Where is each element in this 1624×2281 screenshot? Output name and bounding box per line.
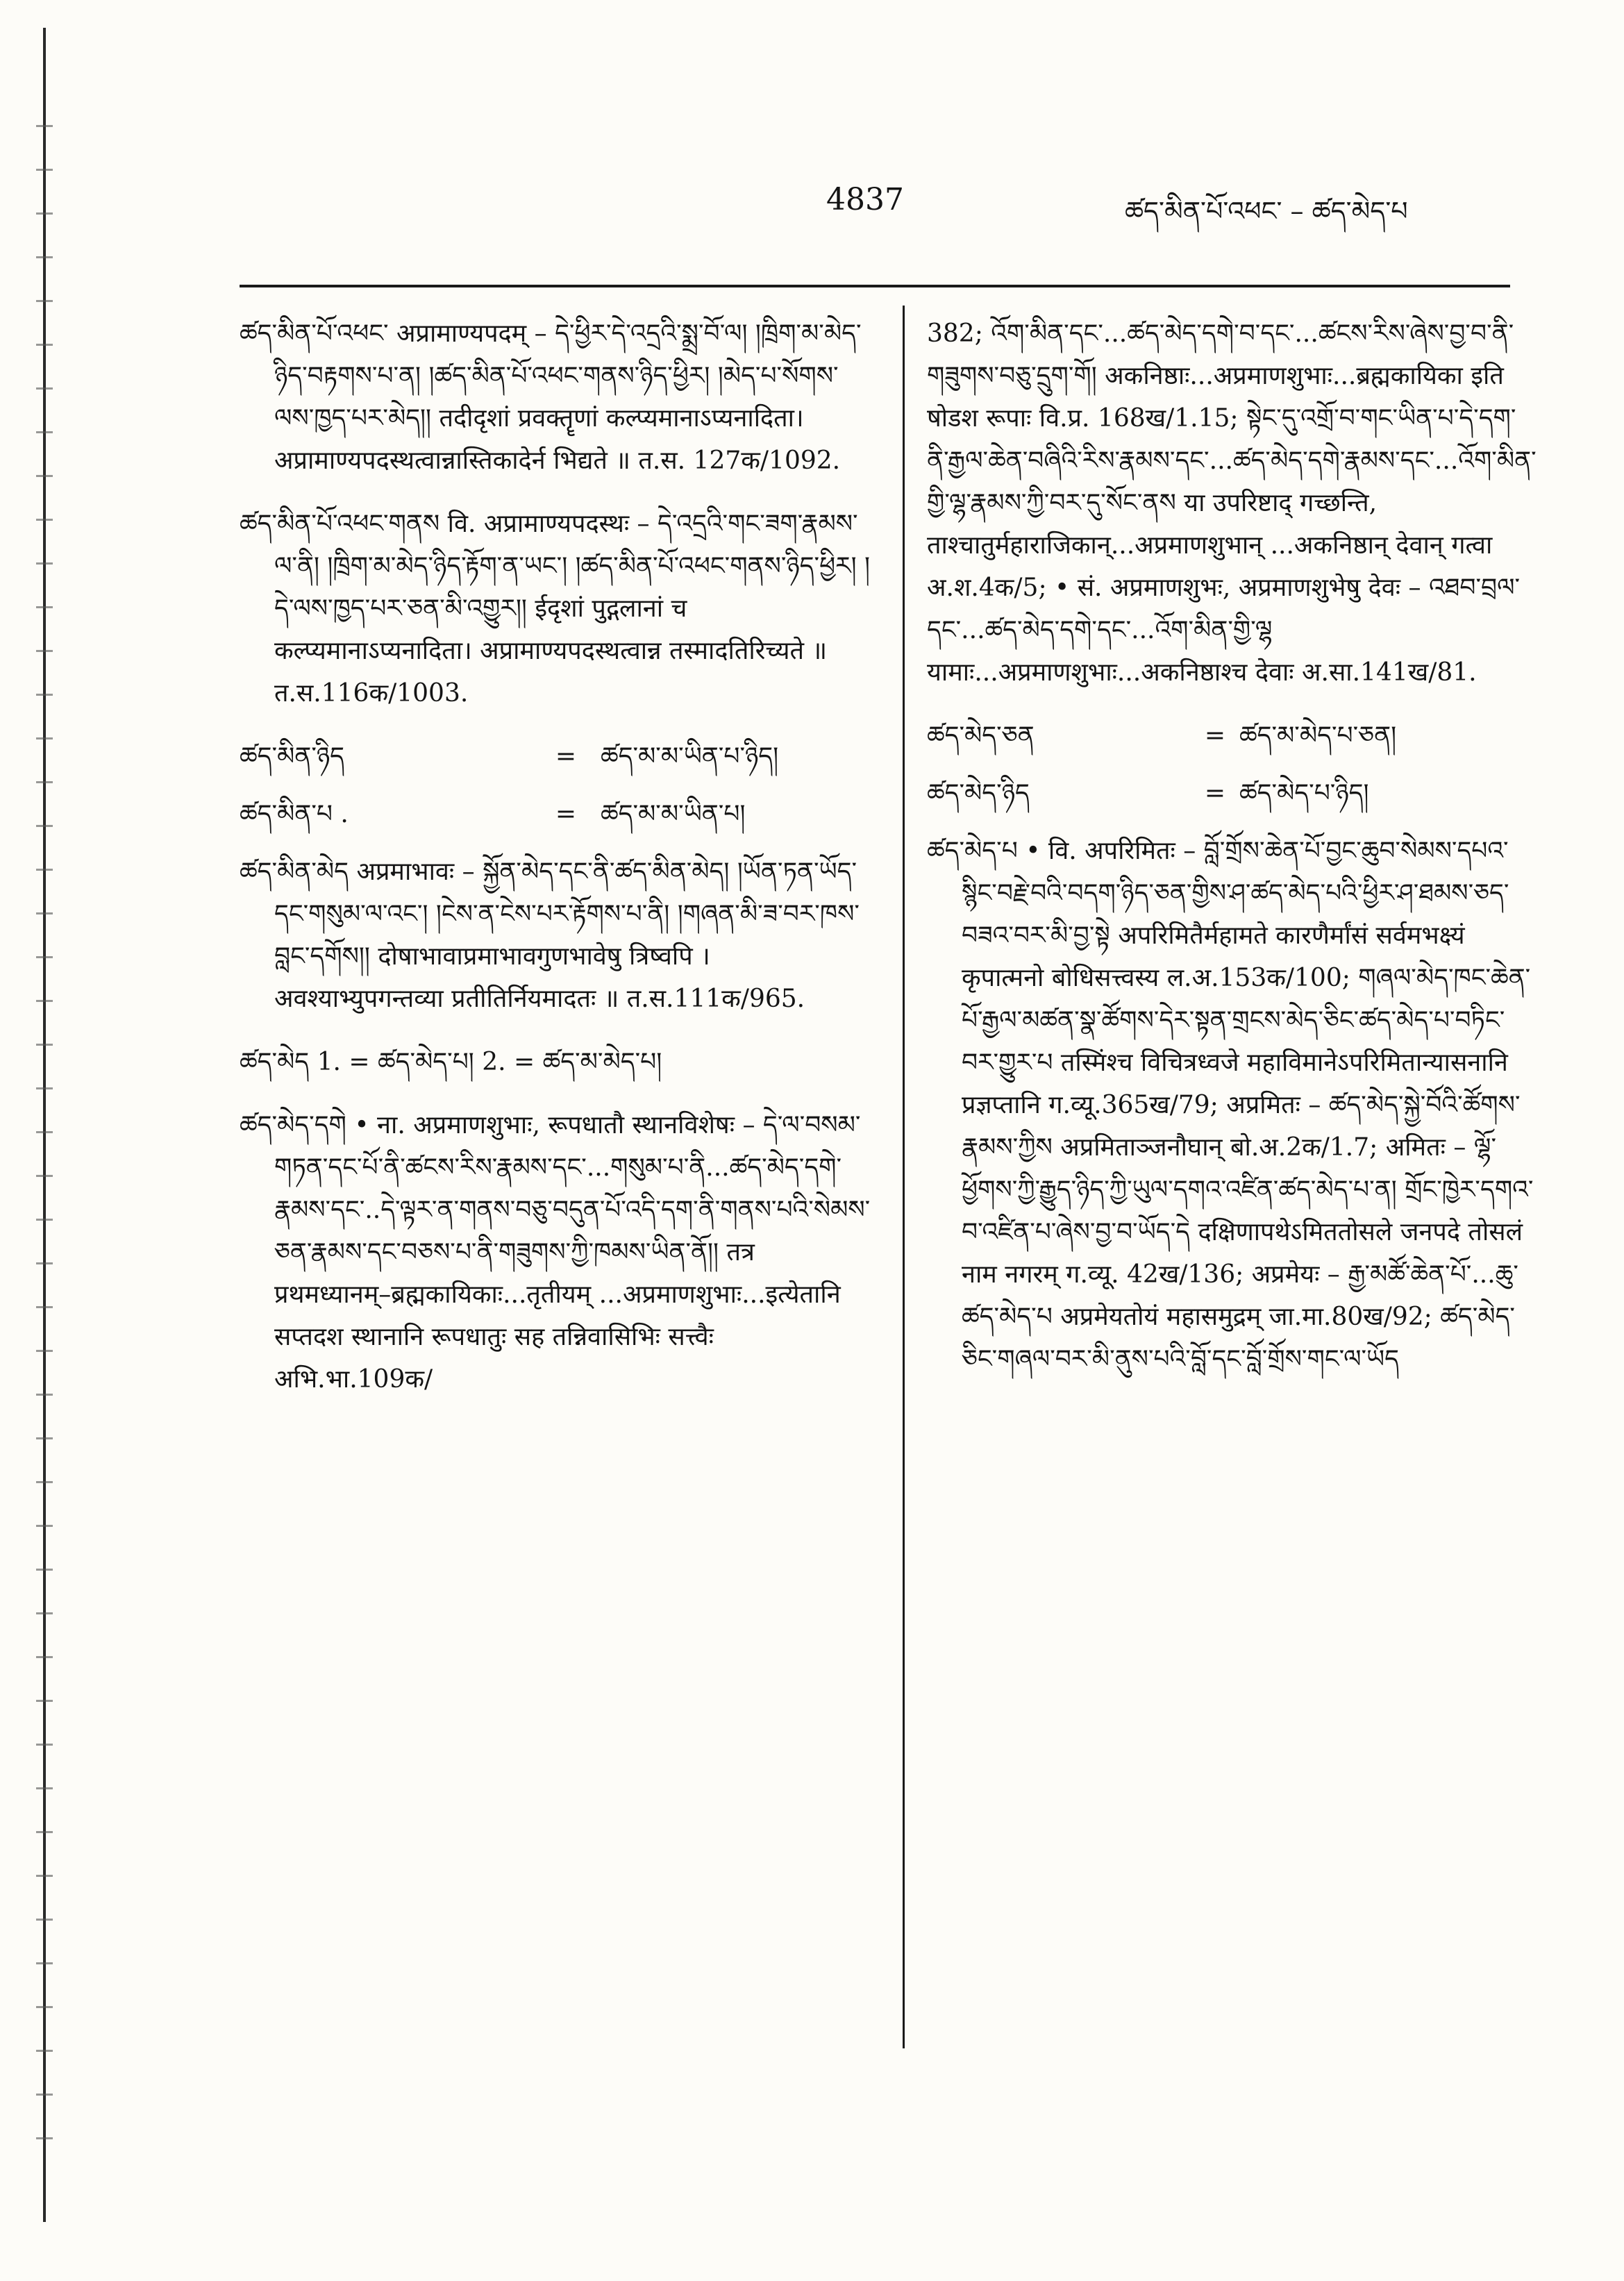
right-column xyxy=(927,312,1538,1401)
left-column xyxy=(240,312,875,1421)
dictionary-entry: ཚད་མེད 1. = ཚད་མེད་པ། 2. = ཚད་མ་མེད་པ། xyxy=(240,1048,662,1076)
cross-reference-term: ཚད་མེད་ཅན xyxy=(927,721,1035,750)
cross-reference-term: ཚད་མིན་པ . xyxy=(240,800,349,828)
cross-reference xyxy=(927,772,1538,814)
dictionary-entry: ཚད་མིན་མེད अप्रमाभावः – སྐྱོན་མེད་དང་ནི་ཚད་མིན་མེད། །ཡོན་ཏན་ཡོད་དང་གསུམ་ལ་འང་། །ངེས་ན་ངེས་པར་རྟོགས་པ་ནི། །གཞན་མི་ཟ་བར་ཁས་བླང་དགོས།། दोषाभावाप्रमाभावगुणभावेषु त्रिष्वपि । अवश्याभ्युपगन्तव्या प्रतीतिर्नियमादतः ॥ त.स.111क/965. xyxy=(240,858,860,1013)
dictionary-entry: ཚད་མིན་པོ་འཕང་གནས वि. अप्रामाण्यपदस्थः – དེ་འདྲའི་གང་ཟག་རྣམས་ལ་ནི། །ཁྲིག་མ་མེད་ཉིད་རྟོག་ན་ཡང་། །ཚད་མིན་པོ་འཕང་གནས་ཉིད་ཕྱིར། །དེ་ལས་ཁྱད་པར་ཅན་མི་འགྱུར།། ईदृशां पुद्गलानां च कल्प्यमानाऽप्यनादिता। अप्रामाण्यपदस्थत्वान्न तस्मादतिरिच्यते ॥ त.स.116क/1003. xyxy=(240,510,871,708)
dictionary-entry: ཚད་མེད་དགེ • ना. अप्रमाणशुभाः, रूपधातौ स्थानविशेषः – དེ་ལ་བསམ་གཏན་དང་པོ་ནི་ཚངས་རིས་རྣམས་དང་...གསུམ་པ་ནི...ཚད་མེད་དགེ་རྣམས་དང་..དེ་ལྟར་ན་གནས་བཅུ་བདུན་པོ་འདི་དག་ནི་གནས་པའི་སེམས་ཅན་རྣམས་དང་བཅས་པ་ནི་གཟུགས་ཀྱི་ཁམས་ཡིན་ནོ།། तत्र प्रथमध्यानम्–ब्रह्मकायिकाः...तृतीयम् ...अप्रमाणशुभाः...इत्येतानि सप्तदश स्थानानि रूपधातुः सह तन्निवासिभिः सत्त्वैः अभि.भा.109क/ xyxy=(240,1111,871,1394)
cross-reference-term: ཚད་མིན་ཉིད xyxy=(240,742,344,771)
equals-sign: = xyxy=(555,742,577,771)
header-rule xyxy=(240,285,1510,287)
equals-sign: = xyxy=(555,800,577,828)
running-head: ཚད་མིན་པོ་འཕང་ – ཚད་མེད་པ xyxy=(1125,196,1408,226)
column-divider xyxy=(903,306,905,2048)
binding-marks xyxy=(36,83,53,2166)
dictionary-entry: ཚད་མེད་པ • वि. अपरिमितः – བློ་གྲོས་ཆེན་པོ་བྱང་ཆུབ་སེམས་དཔའ་སྙིང་བརྗེ་བའི་བདག་ཉིད་ཅན་གྱིས་ཤ་ཚད་མེད་པའི་ཕྱིར་ཤ་ཐམས་ཅད་བཟའ་བར་མི་བྱ་སྟེ अपरिमितैर्महामते कारणैर्मांसं सर्वमभक्ष्यं कृपात्मनो बोधिसत्त्वस्य ल.अ.153क/100; གཞལ་མེད་ཁང་ཆེན་པོ་རྒྱལ་མཚན་སྣ་ཚོགས་དེར་སྟན་གྲངས་མེད་ཅིང་ཚད་མེད་པ་བཏིང་བར་གྱུར་པ तस्मिंश्च विचित्रध्वजे महाविमानेऽपरिमितान्यासनानि प्रज्ञप्तानि ग.व्यू.365ख/79; अप्रमितः – ཚད་མེད་སྐྱེ་བོའི་ཚོགས་རྣམས་ཀྱིས अप्रमिताञ्जनौघान् बो.अ.2क/1.7; अमितः – ལྷོ་ཕྱོགས་ཀྱི་རྒྱུད་ཉིད་ཀྱི་ཡུལ་དགའ་འཛིན་ཚད་མེད་པ་ན། གྲོང་ཁྱེར་དགའ་བ་འཛིན་པ་ཞེས་བྱ་བ་ཡོད་དེ दक्षिणापथेऽमिततोसले जनपदे तोसलं नाम नगरम् ग.व्यू. 42ख/136; अप्रमेयः – རྒྱ་མཚོ་ཆེན་པོ་...ཆུ་ཚད་མེད་པ अप्रमेयतोयं महासमुद्रम् जा.मा.80ख/92; ཚད་མེད་ཅིང་གཞལ་བར་མི་ནུས་པའི་བློ་དང་བློ་གྲོས་གང་ལ་ཡོད xyxy=(927,837,1534,1373)
dictionary-entry: ཚད་མིན་པོ་འཕང་ अप्रामाण्यपदम् – དེ་ཕྱིར་དེ་འདྲའི་སྨྲ་བོ་ལ། །ཁྲིག་མ་མེད་ཉིད་བརྟགས་པ་ན། །ཚད་མིན་པོ་འཕང་གནས་ཉིད་ཕྱིར། །མེད་པ་སོགས་ལས་ཁྱད་པར་མེད།། तदीदृशां प्रवक्तॄणां कल्प्यमानाऽप्यनादिता। अप्रामाण्यपदस्थत्वान्नास्तिकादेर्न भिद्यते ॥ त.स. 127क/1092. xyxy=(240,319,862,475)
cross-reference-target: ཚད་མ་མེད་པ་ཅན། xyxy=(1239,721,1397,750)
cross-reference xyxy=(927,715,1538,757)
cross-reference-term: ཚད་མེད་ཉིད xyxy=(927,779,1030,808)
equals-sign: = xyxy=(1204,721,1226,750)
cross-reference-target: ཚད་མེད་པ་ཉིད། xyxy=(1239,779,1369,808)
page-number: 4837 xyxy=(826,182,904,217)
cross-reference xyxy=(240,735,875,778)
cross-reference xyxy=(240,793,875,835)
cross-reference-target: ཚད་མ་མ་ཡིན་པ། xyxy=(601,800,746,828)
cross-reference-target: ཚད་མ་མ་ཡིན་པ་ཉིད། xyxy=(601,742,779,771)
dictionary-entry-continuation: 382; འོག་མིན་དང་...ཚད་མེད་དགེ་བ་དང་...ཚངས་རིས་ཞེས་བྱ་བ་ནི་གཟུགས་བཅུ་དྲུག་གོ། अकनिष्ठाः...अप्रमाणशुभाः...ब्रह्मकायिका इति षोडश रूपाः वि.प्र. 168ख/1.15; སྟེང་དུ་འགྲོ་བ་གང་ཡིན་པ་དེ་དག་ནི་རྒྱལ་ཆེན་བཞིའི་རིས་རྣམས་དང་...ཚད་མེད་དགེ་རྣམས་དང་...འོག་མིན་གྱི་ལྷ་རྣམས་ཀྱི་བར་དུ་སོང་ནས या उपरिष्टाद् गच्छन्ति, ताश्चातुर्महाराजिकान्...अप्रमाणशुभान् ...अकनिष्ठान् देवान् गत्वा अ.श.4क/5; • सं. अप्रमाणशुभः, अप्रमाणशुभेषु देवः – འཐབ་བྲལ་དང་...ཚད་མེད་དགེ་དང་...འོག་མིན་གྱི་ལྷ यामाः...अप्रमाणशुभाः...अकनिष्ठाश्च देवाः अ.सा.141ख/81. xyxy=(927,319,1537,687)
equals-sign: = xyxy=(1204,779,1226,808)
